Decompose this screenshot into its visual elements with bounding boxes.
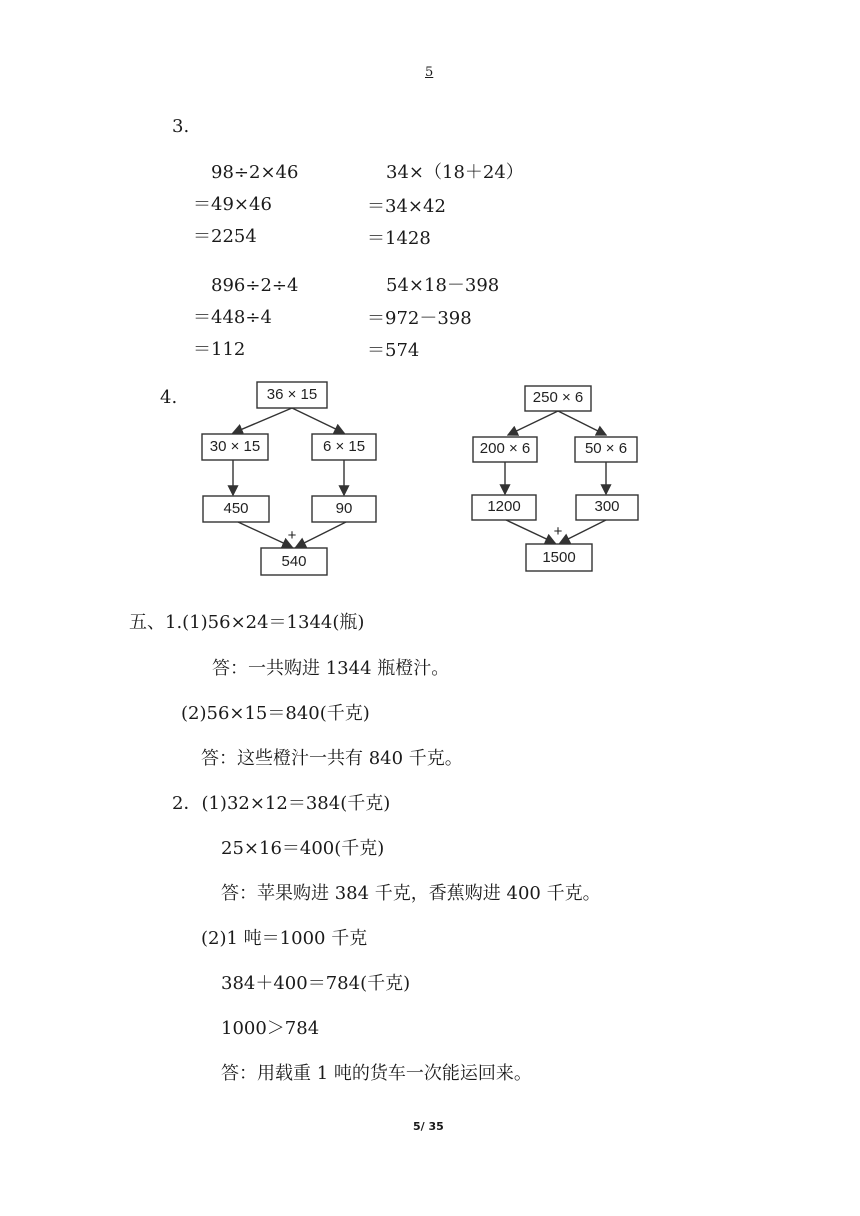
- arrow: [560, 520, 606, 543]
- box-left-label: 30 × 15: [209, 437, 261, 455]
- calc-line: ＝49×46: [193, 194, 272, 215]
- answer-line: 384＋400＝784(千克): [221, 973, 411, 994]
- box-top-label: 250 × 6: [532, 388, 584, 406]
- q4-label: 4.: [160, 387, 178, 408]
- answer-line: 答：一共购进 1344 瓶橙汁。: [212, 658, 450, 679]
- calc-line: ＝112: [193, 339, 246, 360]
- split-diagram-1: [0, 0, 860, 600]
- arrow: [238, 522, 292, 547]
- box-right-result-label: 300: [594, 497, 620, 515]
- arrow: [292, 408, 344, 433]
- calc-line: 896÷2÷4: [211, 275, 299, 296]
- calc-line: 34×（18＋24）: [386, 162, 524, 183]
- box-right-result-label: 90: [335, 499, 353, 517]
- calc-line: ＝972－398: [367, 308, 472, 329]
- calc-line: ＝2254: [193, 226, 257, 247]
- answer-line: 1000＞784: [221, 1018, 320, 1039]
- arrow: [558, 411, 606, 435]
- page-top-number: 5: [425, 65, 434, 80]
- answer-line: 2．(1)32×12＝384(千克): [172, 793, 391, 814]
- q3-label: 3.: [172, 116, 190, 137]
- box-left-result-label: 1200: [487, 497, 521, 515]
- box-left-label: 200 × 6: [479, 439, 531, 457]
- box-left-result-label: 450: [223, 499, 249, 517]
- box-total-label: 540: [281, 552, 307, 570]
- box-top-label: 36 × 15: [266, 385, 318, 403]
- answer-line: 答：苹果购进 384 千克，香蕉购进 400 千克。: [221, 883, 601, 904]
- calc-line: 54×18－398: [386, 275, 500, 296]
- calc-line: ＝1428: [367, 228, 431, 249]
- arrow: [296, 522, 346, 547]
- answer-line: 答：这些橙汁一共有 840 千克。: [201, 748, 463, 769]
- calc-line: 98÷2×46: [211, 162, 299, 183]
- calc-line: ＝34×42: [367, 196, 446, 217]
- box-right-label: 50 × 6: [584, 439, 628, 457]
- plus-sign: +: [553, 522, 563, 540]
- arrow: [233, 408, 292, 433]
- answer-line: 答：用载重 1 吨的货车一次能运回来。: [221, 1063, 532, 1084]
- answer-line: 25×16＝400(千克): [221, 838, 385, 859]
- plus-sign: +: [287, 526, 297, 544]
- arrow: [508, 411, 558, 435]
- arrow: [506, 520, 555, 543]
- calc-line: ＝448÷4: [193, 307, 272, 328]
- page-footer: 5/ 35: [413, 1120, 444, 1133]
- answer-line: 五、1.(1)56×24＝1344(瓶): [129, 612, 365, 633]
- answer-line: (2)56×15＝840(千克): [181, 703, 370, 724]
- box-right-label: 6 × 15: [322, 437, 366, 455]
- answer-line: (2)1 吨＝1000 千克: [201, 928, 368, 949]
- box-total-label: 1500: [542, 548, 576, 566]
- calc-line: ＝574: [367, 340, 420, 361]
